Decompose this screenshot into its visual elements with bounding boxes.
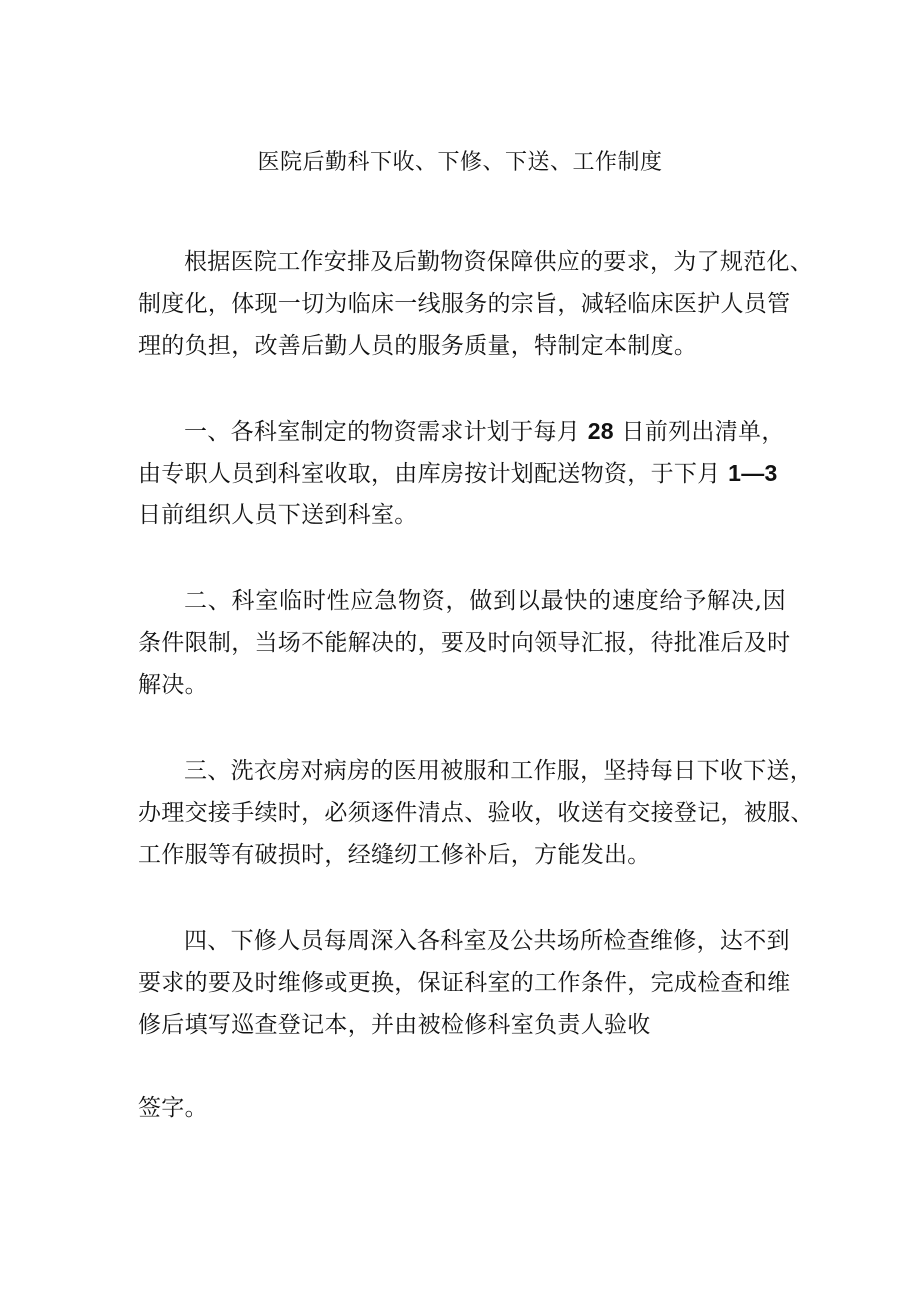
item-1-line-3: 日前组织人员下送到科室。	[138, 502, 418, 528]
item-1-day-number: 28	[587, 418, 614, 444]
document-title: 医院后勤科下收、下修、下送、工作制度	[257, 150, 663, 175]
intro-paragraph	[138, 241, 814, 367]
item-3-line-1: 三、洗衣房对病房的医用被服和工作服，坚持每日下收下送，	[184, 758, 814, 784]
item-3-paragraph	[138, 750, 814, 876]
intro-line-3: 理的负担，改善后勤人员的服务质量，特制定本制度。	[138, 333, 698, 359]
item-2-line-3: 解决。	[138, 672, 208, 698]
item-3-line-2: 办理交接手续时，必须逐件清点、验收，收送有交接登记，被服、	[138, 800, 814, 826]
item-4-paragraph	[138, 920, 791, 1046]
item-1-line-2	[138, 452, 786, 494]
item-3-line-3: 工作服等有破损时，经缝纫工修补后，方能发出。	[138, 842, 651, 868]
item-1-text-a: 一、各科室制定的物资需求计划于每月	[184, 419, 588, 445]
intro-line-2: 制度化，体现一切为临床一线服务的宗旨，减轻临床医护人员管	[138, 291, 791, 317]
intro-line-1: 根据医院工作安排及后勤物资保障供应的要求，为了规范化、	[184, 249, 814, 275]
item-4-line-2: 要求的要及时维修或更换，保证科室的工作条件，完成检查和维	[138, 970, 791, 996]
closing-paragraph	[138, 1087, 786, 1129]
closing-text: 签字。	[138, 1095, 208, 1121]
item-1-date-range: 1—3	[728, 460, 778, 486]
item-2-line-1: 二、科室临时性应急物资，做到以最快的速度给予解决,因	[184, 588, 786, 614]
item-4-line-1: 四、下修人员每周深入各科室及公共场所检查维修，达不到	[184, 928, 790, 954]
item-1-text-b: 日前列出清单，	[613, 419, 785, 445]
item-4-line-3: 修后填写巡查登记本，并由被检修科室负责人验收	[138, 1012, 651, 1038]
item-1-text-c: 由专职人员到科室收取，由库房按计划配送物资，于下月	[138, 461, 729, 487]
item-2-line-2: 条件限制，当场不能解决的，要及时向领导汇报，待批准后及时	[138, 630, 791, 656]
item-1-line-1	[138, 410, 786, 452]
item-1-paragraph	[138, 410, 786, 536]
item-2-paragraph	[138, 580, 791, 706]
